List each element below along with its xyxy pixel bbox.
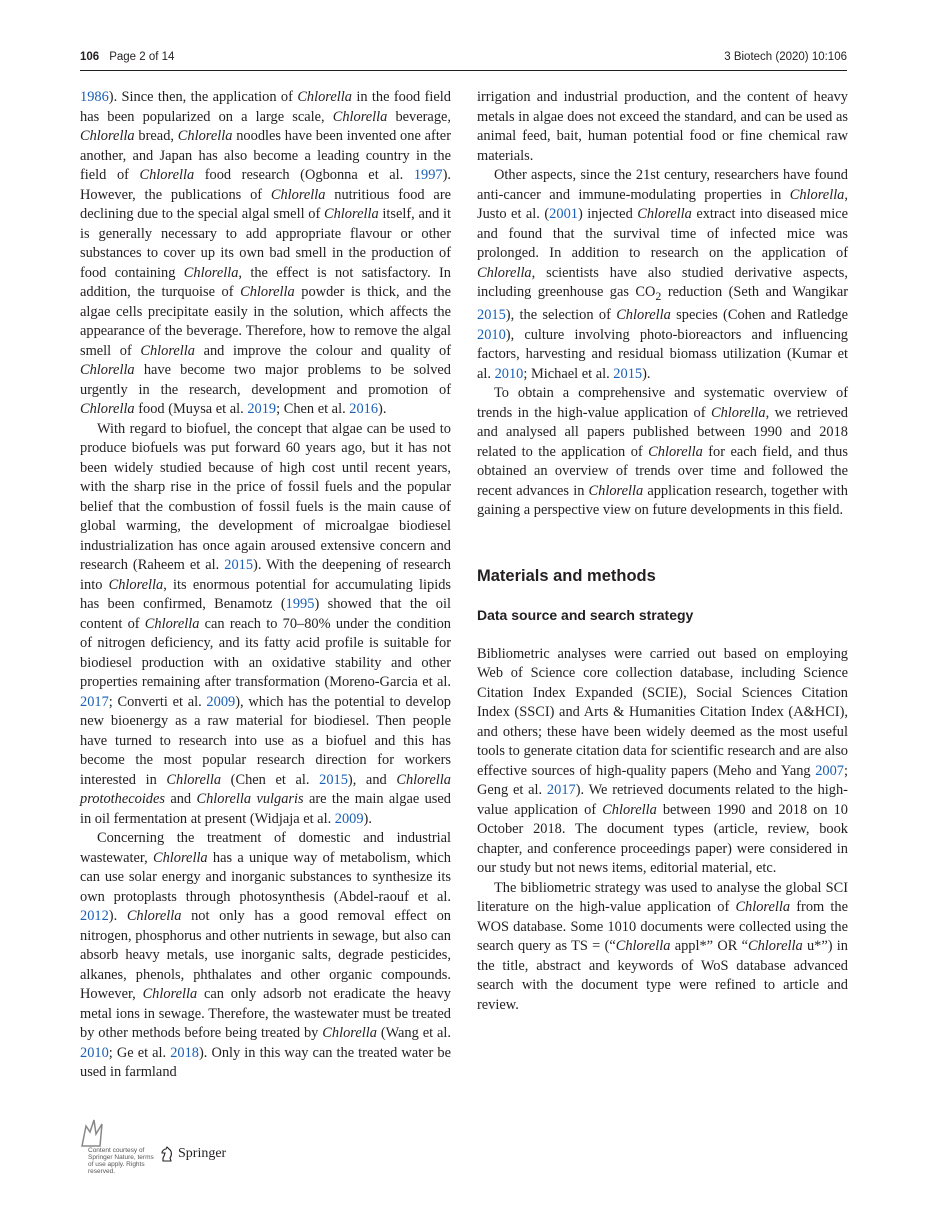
text-run: not only has a good removal effect on nitrogen, phosphorus and other nutrients in sewage, but also can absorb heavy metals, use inorganic salts, degrade pesticides, alkanes, phenols, phthalates and other organic compounds. However, bbox=[80, 908, 451, 1002]
content-courtesy-note: Content courtesy of Springer Nature, terms of use apply. Rights reserved. bbox=[88, 1147, 154, 1175]
citation-year-link[interactable]: 2018 bbox=[170, 1044, 199, 1061]
right-column bbox=[477, 88, 848, 1015]
species-name: Chlorella bbox=[153, 849, 208, 866]
text-run: ). However, the publications of bbox=[80, 167, 451, 203]
subsection-title: Data source and search strategy bbox=[477, 606, 694, 623]
text-run: ). With the deepening of research into bbox=[80, 557, 451, 593]
text-run: ). bbox=[108, 908, 127, 924]
species-name: Chlorella bbox=[616, 307, 671, 324]
species-name: Chlorella bbox=[139, 167, 195, 183]
species-name: Chlorella bbox=[710, 404, 766, 421]
springer-horse-logo-icon bbox=[80, 1118, 106, 1148]
text-run: Bibliometric analyses were carried out based on employing Web of Science core collection database, including Science Citation Index Expanded (SCIE), Social Sciences Citation Index (SSCI) and Arts & Humanities Citation Index (A&HCI), and others; these have been widely deemed as the most useful tools to generate citation data for scientific research and are also effective sources of high-quality papers (Meho and Yang bbox=[477, 645, 848, 779]
species-name: Chlorella bbox=[183, 264, 239, 281]
species-name: Chlorella bbox=[108, 576, 164, 593]
text-run: noodles have been invented one after another, and Japan has also become a leading country in the field of bbox=[80, 128, 451, 183]
text-run: To obtain a comprehensive and systematic overview of trends in the high-value application of bbox=[477, 385, 848, 421]
paragraph bbox=[477, 645, 848, 879]
text-run: for each field, and thus obtained an overview of trends over time and followed the recent advances in bbox=[477, 443, 848, 499]
citation-year-link[interactable]: 2017 bbox=[80, 693, 109, 710]
species-name: Chlorella bbox=[324, 206, 379, 222]
text-run: , its enormous potential for accumulating lipids has been confirmed, Benamotz ( bbox=[80, 576, 451, 612]
species-name: Chlorella bbox=[80, 362, 135, 378]
species-name: Chlorella bbox=[142, 986, 198, 1002]
species-name: Chlorella bbox=[240, 284, 295, 300]
paragraph bbox=[80, 88, 451, 420]
text-run: beverage, bbox=[387, 108, 451, 125]
text-run: between 1990 and 2018 on 10 October 2018. The document types (article, review, book chapter, and conference proceedings paper) were considered in our study but not news items, editorial material, etc. bbox=[477, 801, 848, 877]
text-run: ), culture involving photo-bioreactors and influencing factors, harvesting and residual biomass utilization (Kumar et al. bbox=[477, 326, 848, 382]
text-run: ; Converti et al. bbox=[108, 693, 207, 710]
text-run: ), which has the potential to develop new bioenergy as a raw material for biodiesel. Then people have turned to research into use as a biofuel and this has become the most popular research direction for workers interested in bbox=[80, 693, 451, 788]
text-run: (Wang et al. bbox=[376, 1025, 451, 1041]
citation-year-link[interactable]: 1995 bbox=[285, 596, 315, 612]
citation-year-link[interactable]: 2015 bbox=[319, 771, 348, 788]
citation-year-link[interactable]: 2015 bbox=[477, 307, 506, 324]
left-column bbox=[80, 88, 451, 1083]
text-run: can only adsorb not eradicate the heavy metal ions in sewage. Therefore, the wastewater must be treated by other methods before being treated by bbox=[80, 986, 451, 1041]
paragraph bbox=[80, 420, 451, 830]
citation-year-link[interactable]: 2010 bbox=[80, 1044, 109, 1061]
paragraph bbox=[477, 384, 848, 521]
citation-year-link[interactable]: 2019 bbox=[247, 401, 277, 417]
text-run: , Justo et al. ( bbox=[477, 186, 848, 222]
text-run: and improve the colour and quality of bbox=[195, 342, 451, 359]
species-name: Chlorella bbox=[297, 89, 352, 105]
section-title: Materials and methods bbox=[477, 566, 656, 585]
species-name: Chlorella bbox=[648, 443, 703, 460]
text-run: food research (Ogbonna et al. bbox=[194, 167, 414, 183]
text-run: ). bbox=[363, 810, 372, 827]
text-run: ). We retrieved documents related to the high-value application of bbox=[477, 782, 848, 818]
text-run: appl*” OR “ bbox=[670, 938, 749, 955]
species-name: Chlorella bbox=[140, 342, 195, 359]
header-rule bbox=[80, 70, 847, 71]
text-run: Concerning the treatment of domestic and industrial wastewater, bbox=[80, 830, 451, 866]
species-name: Chlorella bbox=[637, 206, 692, 222]
text-run: With regard to biofuel, the concept that algae can be used to produce biofuels was put forward 60 years ago, but it has not been widely studied because of high cost until recent years, with the sharp rise in the price of fossil fuels and the popular belief that the combustion of fossil fuels is the main cause of global warming, the development of microalgae biodiesel industrialization has once again aroused extensive concern and research (Raheem et al. bbox=[80, 420, 451, 573]
text-run: itself, and it is generally necessary to add appropriate flavour or other substances to cover up its own bad smell in the production of food containing bbox=[80, 206, 451, 281]
text-run: ), the selection of bbox=[505, 307, 617, 324]
species-name: Chlorella bbox=[602, 801, 657, 818]
journal-citation: 3 Biotech (2020) 10:106 bbox=[724, 51, 847, 63]
text-run: from the WOS database. Some 1010 documents were collected using the search query as TS = (“ bbox=[477, 899, 848, 955]
species-name: Chlorella bbox=[735, 899, 791, 916]
running-header bbox=[80, 48, 847, 68]
publisher-name: Springer bbox=[178, 1146, 227, 1161]
citation-year-link[interactable]: 2015 bbox=[613, 365, 643, 382]
text-run: The bibliometric strategy was used to analyse the global SCI literature on the high-value application of bbox=[477, 879, 848, 916]
text-run: ; Geng et al. bbox=[477, 762, 848, 799]
species-name: Chlorella bbox=[80, 128, 135, 144]
paragraph bbox=[477, 166, 848, 384]
text-run: ). bbox=[378, 401, 387, 417]
text-run: ) injected bbox=[577, 206, 638, 222]
springer-chess-knight-icon bbox=[160, 1146, 174, 1162]
species-name: Chlorella bbox=[477, 264, 532, 281]
text-run: ; Chen et al. bbox=[276, 401, 350, 417]
text-run: ), and bbox=[347, 771, 397, 788]
text-run: bread, bbox=[134, 128, 178, 144]
text-run: extract into diseased mice and found that the survival time of infected mice was prolonged. In addition to research on the application of bbox=[477, 206, 849, 261]
text-run: irrigation and industrial production, and the content of heavy metals in algae does not exceed the standard, and can be used as animal feed, bait, human potential food or fine chemical raw materials. bbox=[477, 89, 848, 164]
text-run: ) showed that the oil content of bbox=[80, 596, 451, 632]
species-name: Chlorella bbox=[322, 1025, 377, 1041]
text-run: (Chen et al. bbox=[221, 771, 320, 788]
text-run: ; Michael et al. bbox=[523, 365, 614, 382]
species-name: Chlorella bbox=[789, 186, 845, 203]
species-name: Chlorella bbox=[748, 938, 803, 955]
text-run: ). Since then, the application of bbox=[108, 89, 298, 105]
text-run: ; Ge et al. bbox=[108, 1044, 171, 1061]
text-run: has a unique way of metabolism, which can use solar energy and inorganic substances to synthesize its own protoplasts through photosynthesis (Abdel-raouf et al. bbox=[80, 849, 452, 905]
citation-year-link[interactable]: 2010 bbox=[477, 326, 506, 343]
citation-year-link[interactable]: 2001 bbox=[549, 206, 578, 222]
citation-year-link[interactable]: 2017 bbox=[546, 782, 576, 799]
species-name: Chlorella bbox=[332, 108, 388, 125]
citation-year-link[interactable]: 2010 bbox=[494, 365, 524, 382]
text-run: are the main algae used in oil fermentation at present (Widjaja et al. bbox=[80, 791, 451, 827]
text-run: nutritious food are declining due to the special algal smell of bbox=[80, 186, 451, 222]
citation-year-link[interactable]: 1997 bbox=[413, 167, 443, 183]
species-name: Chlorella bbox=[588, 482, 644, 499]
text-run: can reach to 70–80% under the condition of nitrogen deficiency, and its fatty acid profile is suitable for biodiesel production with an oxidative stability and other properties remaining after transformation (Moreno-Garcia et al. bbox=[80, 615, 451, 690]
text-run: ). bbox=[642, 365, 651, 382]
text-run: , we retrieved and analysed all papers published between 1990 and 2018 related to the application of bbox=[477, 404, 848, 460]
species-name: Chlorella bbox=[615, 938, 671, 955]
species-name: Chlorella bbox=[126, 908, 182, 924]
header-left bbox=[80, 51, 174, 63]
page-number: 106 bbox=[80, 51, 100, 63]
text-run: application research, together with gaining a perspective view on future developments in this field. bbox=[477, 482, 848, 519]
citation-year-link[interactable]: 2009 bbox=[206, 693, 236, 710]
text-run: species (Cohen and Ratledge bbox=[670, 307, 848, 324]
paragraph bbox=[477, 88, 848, 166]
text-run: ). Only in this way can the treated water be used in farmland bbox=[80, 1044, 451, 1080]
citation-year-link[interactable]: 2016 bbox=[349, 401, 379, 417]
text-run: powder is thick, and the algae cells precipitate easily in the solution, which affects the appearance of the beverage. Therefore, how to remove the algal smell of bbox=[80, 284, 451, 359]
citation-year-link[interactable]: 2009 bbox=[334, 810, 364, 827]
paragraph bbox=[80, 829, 451, 1083]
paragraph bbox=[477, 879, 848, 1016]
subscript: 2 bbox=[655, 288, 662, 303]
text-run: Other aspects, since the 21st century, researchers have found anti-cancer and immune-modulating properties in bbox=[477, 167, 848, 203]
species-name: Chlorella bbox=[144, 615, 200, 632]
text-run: u*”) in the title, abstract and keywords of WoS database advanced search with the document type were refined to article and review. bbox=[477, 938, 848, 1013]
text-run: , the effect is not satisfactory. In addition, the turquoise of bbox=[80, 264, 451, 300]
text-run: and bbox=[165, 791, 197, 807]
publisher-footer bbox=[80, 1118, 260, 1175]
text-run: reduction (Seth and Wangikar bbox=[661, 284, 848, 300]
species-name: Chlorella protothecoides bbox=[80, 771, 451, 807]
citation-year-link[interactable]: 2007 bbox=[815, 762, 844, 779]
text-run: food (Muysa et al. bbox=[134, 401, 248, 417]
species-name: Chlorella bbox=[270, 186, 326, 203]
text-run: have become two major problems to be solved urgently in the research, development and promotion of bbox=[80, 362, 451, 398]
species-name: Chlorella bbox=[166, 771, 222, 788]
citation-year-link[interactable]: 2012 bbox=[80, 908, 109, 924]
species-name: Chlorella bbox=[80, 401, 135, 417]
species-name: Chlorella vulgaris bbox=[196, 791, 304, 807]
citation-year-link[interactable]: 1986 bbox=[80, 89, 109, 105]
species-name: Chlorella bbox=[177, 128, 233, 144]
text-run: , scientists have also studied derivative aspects, including greenhouse gas CO bbox=[477, 264, 848, 300]
page-of: Page 2 of 14 bbox=[109, 51, 175, 63]
citation-year-link[interactable]: 2015 bbox=[224, 557, 254, 573]
text-run: in the food field has been popularized on a large scale, bbox=[80, 89, 451, 125]
